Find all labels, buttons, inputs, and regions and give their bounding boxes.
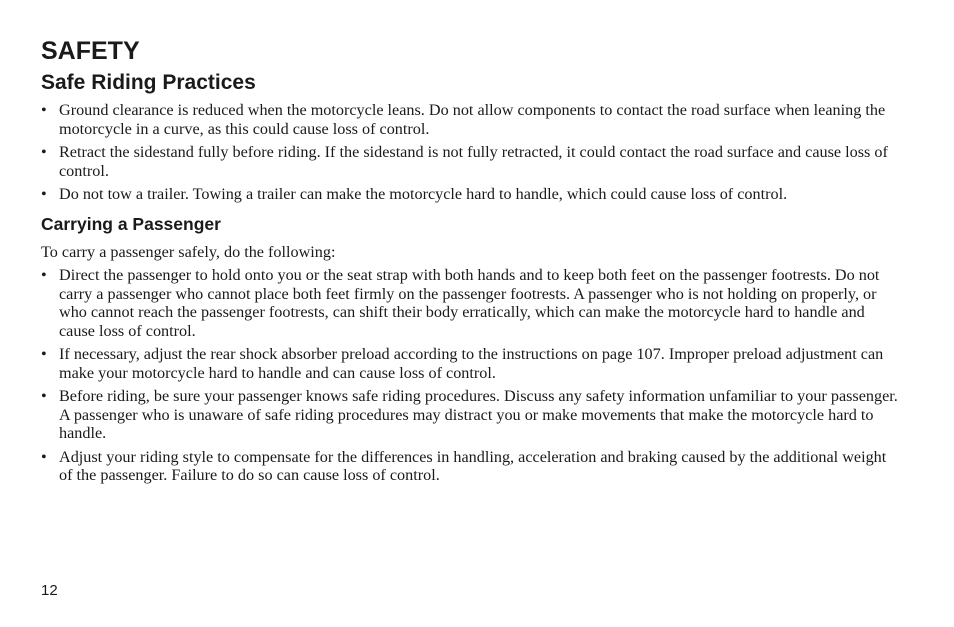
list-item-text: Before riding, be sure your passenger knows safe riding procedures. Discuss any safety information unfamiliar to your passenger. A passenger who is unaware of safe riding procedures may distract you or make movements that make the motorcycle hard to handle. bbox=[59, 387, 898, 442]
list-item-text: If necessary, adjust the rear shock absorber preload according to the instructions on page 107. Improper preload adjustment can make your motorcycle hard to handle and can cause loss of control. bbox=[59, 345, 884, 382]
list-item-text: Ground clearance is reduced when the motorcycle leans. Do not allow components to contact the road surface when leaning the motorcycle in a curve, as this could cause loss of control. bbox=[59, 101, 886, 138]
list-item bbox=[41, 448, 901, 485]
manual-page bbox=[41, 36, 901, 485]
subtitle: Safe Riding Practices bbox=[41, 71, 256, 94]
bullet-icon: • bbox=[41, 143, 47, 161]
list-item bbox=[41, 387, 901, 443]
bullet-icon: • bbox=[41, 101, 47, 119]
bullet-icon: • bbox=[41, 345, 47, 363]
bullet-icon: • bbox=[41, 387, 47, 405]
bullet-icon: • bbox=[41, 185, 47, 203]
list-item-text: Adjust your riding style to compensate for the differences in handling, acceleration and braking caused by the additional weight of the passenger. Failure to do so can cause loss of control. bbox=[59, 447, 887, 484]
bullet-icon: • bbox=[41, 266, 47, 284]
list-item bbox=[41, 266, 901, 340]
bullet-icon: • bbox=[41, 447, 47, 466]
list-item-text: Do not tow a trailer. Towing a trailer can make the motorcycle hard to handle, which could cause loss of control. bbox=[59, 185, 788, 203]
list-item bbox=[41, 185, 901, 204]
safe-riding-list bbox=[41, 101, 901, 204]
passenger-heading: Carrying a Passenger bbox=[41, 213, 221, 234]
passenger-intro: To carry a passenger safely, do the following: bbox=[41, 242, 336, 261]
page-number: 12 bbox=[41, 582, 58, 599]
passenger-list bbox=[41, 266, 901, 485]
list-item bbox=[41, 143, 901, 180]
list-item bbox=[41, 101, 901, 138]
list-item-text: Retract the sidestand fully before riding. If the sidestand is not fully retracted, it could contact the road surface and cause loss of control. bbox=[59, 143, 888, 180]
section-title: SAFETY bbox=[41, 37, 140, 65]
list-item-text: Direct the passenger to hold onto you or the seat strap with both hands and to keep both feet on the passenger footrests. Do not carry a passenger who cannot place both feet firmly on the passenger footrests. A passenger who is not holding on properly, or who cannot reach the passenger footrests, can shift their body erratically, which can make the motorcycle hard to handle and cause loss of control. bbox=[59, 266, 880, 340]
list-item bbox=[41, 345, 901, 382]
